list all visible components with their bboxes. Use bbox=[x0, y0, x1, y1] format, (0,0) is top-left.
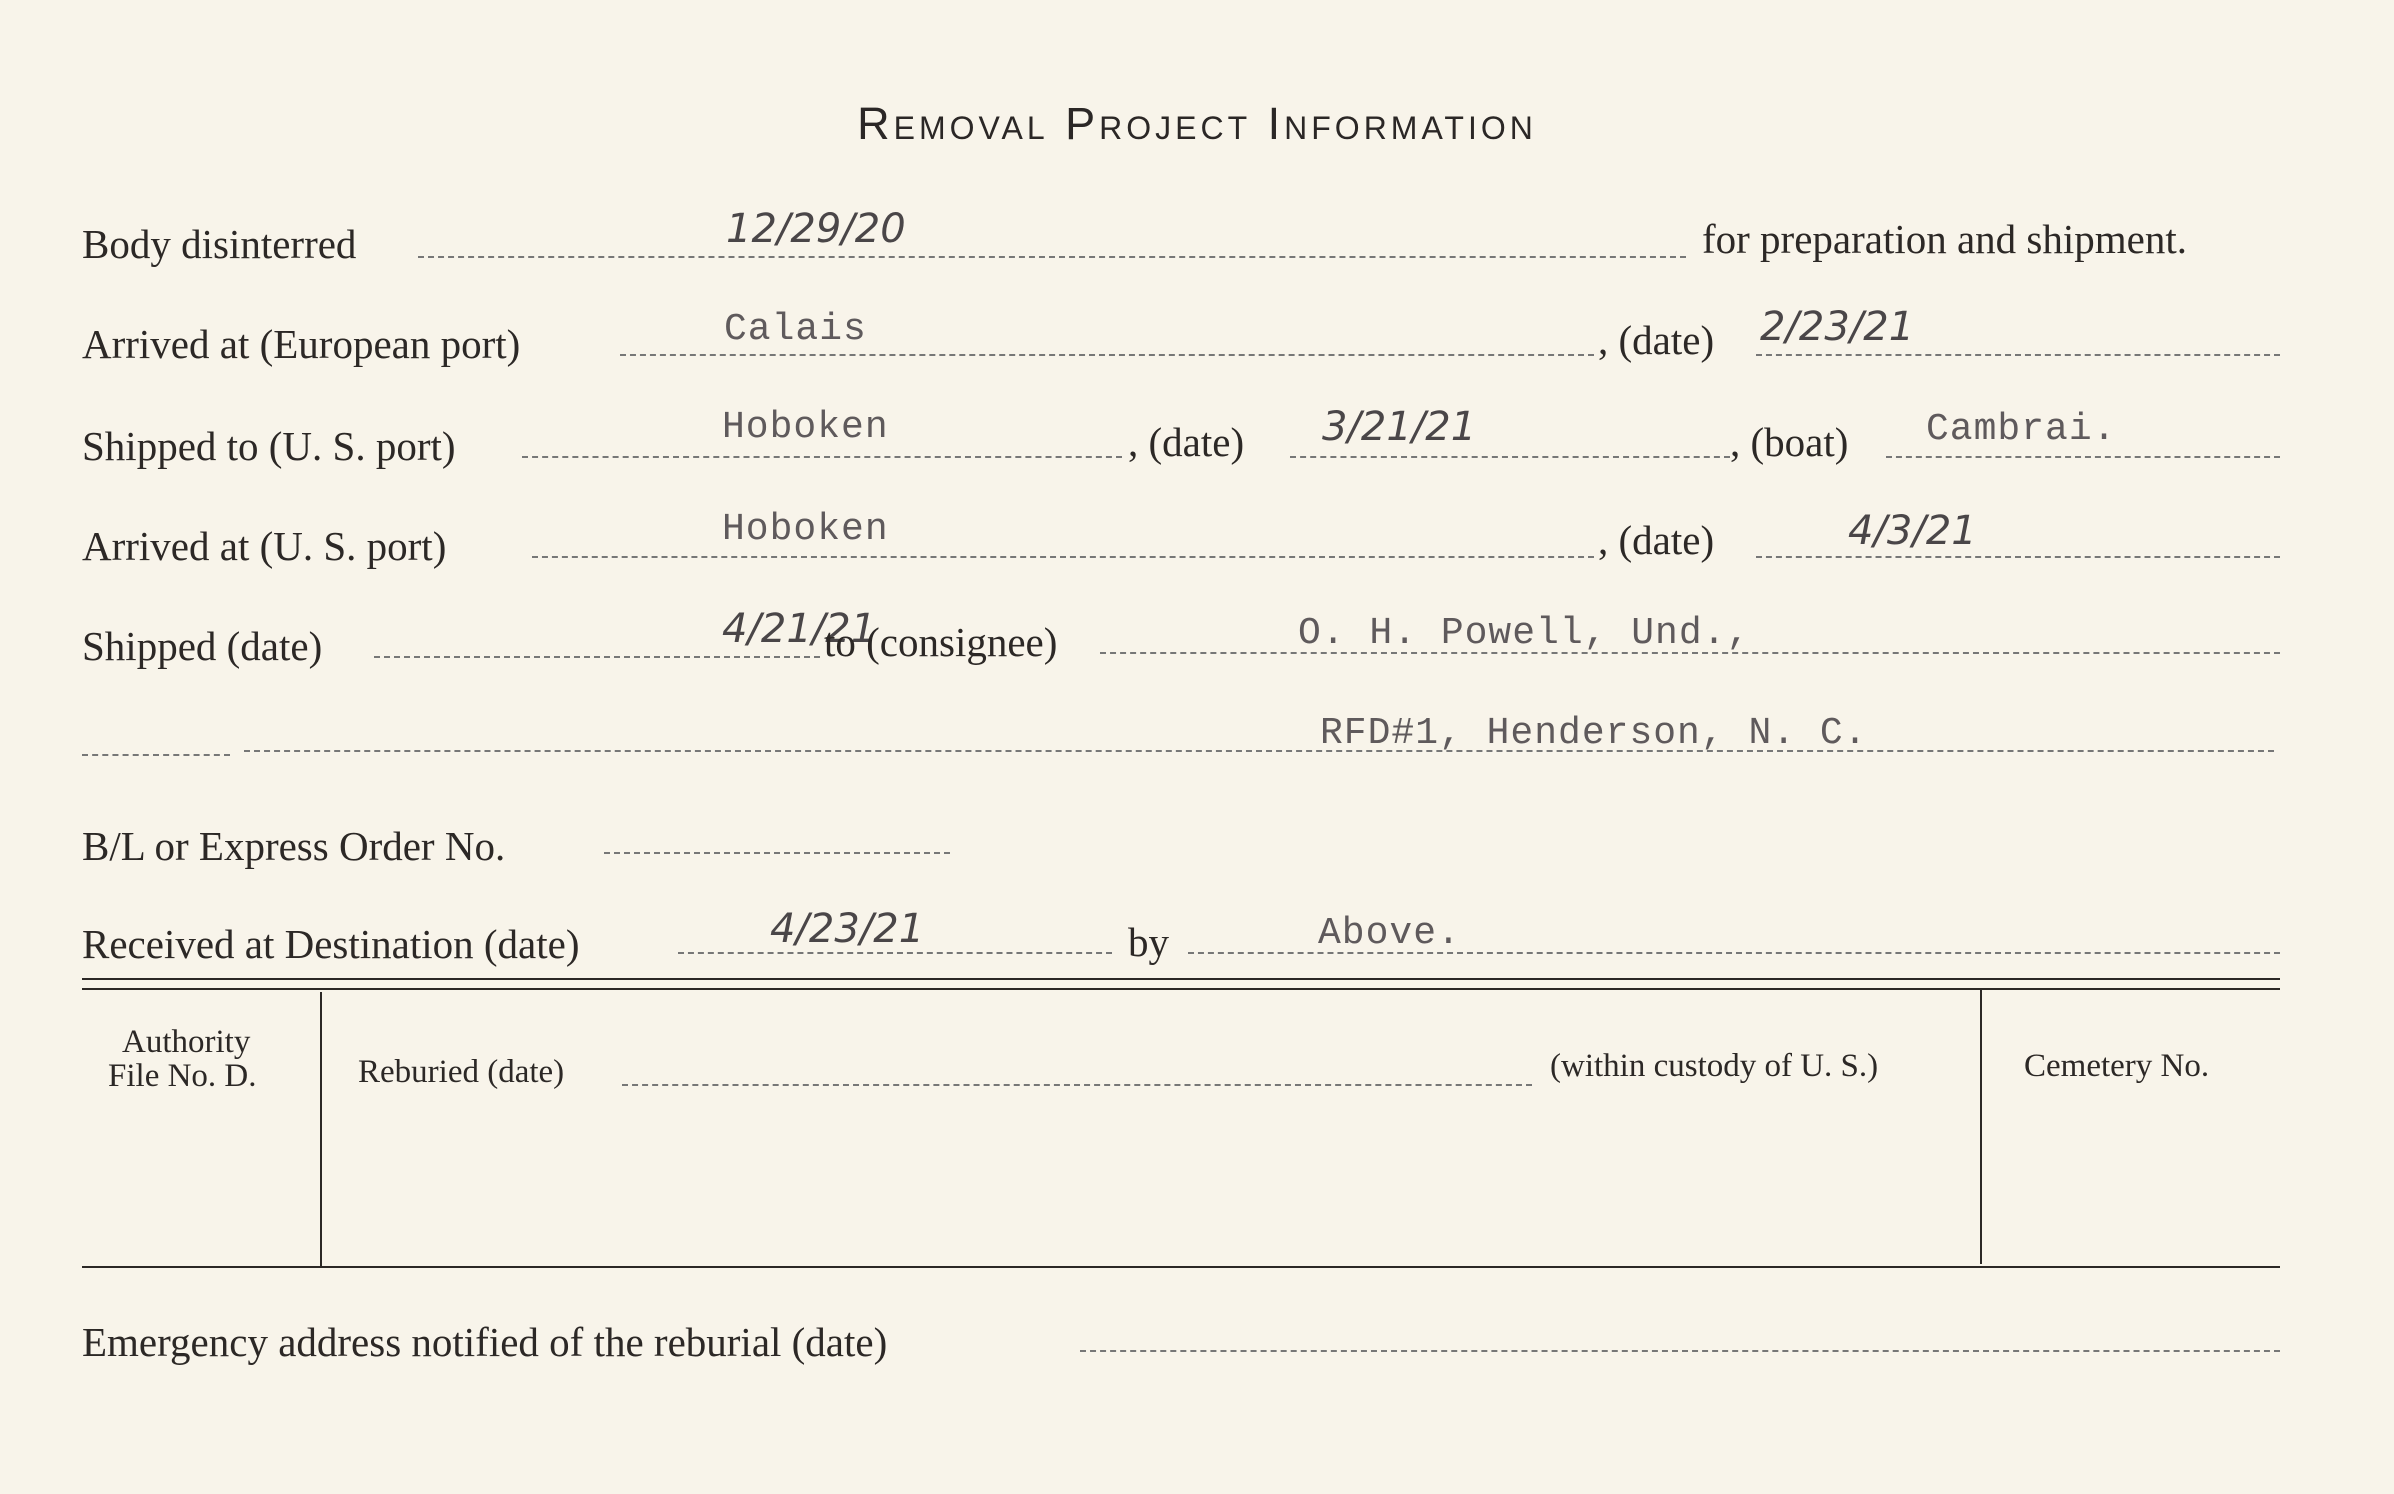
authority-divider bbox=[320, 992, 322, 1268]
shipped-value: 4/21/21 bbox=[722, 606, 877, 652]
card-title: Removal Project Information bbox=[857, 98, 1537, 149]
bl-line bbox=[604, 852, 950, 854]
box-top-rule-inner bbox=[82, 988, 2280, 990]
arrived-us-value: Hoboken bbox=[722, 508, 889, 551]
european-port-line bbox=[620, 354, 1594, 356]
arrived-us-line bbox=[532, 556, 1594, 558]
received-by-label: by bbox=[1128, 919, 1169, 965]
box-bottom-rule bbox=[82, 1266, 2280, 1268]
disinterred-value: 12/29/20 bbox=[726, 206, 906, 252]
shipped-us-date-line bbox=[1290, 456, 1730, 458]
european-date-line bbox=[1756, 354, 2280, 356]
cemetery-label: Cemetery No. bbox=[2024, 1048, 2210, 1084]
address-line bbox=[244, 750, 2274, 752]
address-line-left bbox=[82, 754, 230, 756]
received-value: 4/23/21 bbox=[770, 906, 925, 952]
shipped-us-label: Shipped to (U. S. port) bbox=[82, 423, 456, 469]
reburied-label: Reburied (date) bbox=[358, 1054, 565, 1090]
arrived-us-date-line bbox=[1756, 556, 2280, 558]
european-port-value: Calais bbox=[724, 308, 867, 351]
european-date-label: , (date) bbox=[1598, 317, 1715, 363]
shipped-label: Shipped (date) bbox=[82, 623, 323, 669]
emergency-line bbox=[1080, 1350, 2280, 1352]
received-line bbox=[678, 952, 1112, 954]
shipped-line bbox=[374, 656, 820, 658]
box-top-rule bbox=[82, 978, 2280, 980]
shipped-us-date-label: , (date) bbox=[1128, 419, 1245, 465]
authority-label-line2: File No. D. bbox=[108, 1058, 257, 1094]
shipped-us-line bbox=[522, 456, 1122, 458]
custody-label: (within custody of U. S.) bbox=[1550, 1048, 1879, 1084]
shipped-us-date-value: 3/21/21 bbox=[1322, 404, 1477, 450]
shipped-us-value: Hoboken bbox=[722, 406, 889, 449]
received-label: Received at Destination (date) bbox=[82, 921, 580, 967]
disinterred-label: Body disinterred bbox=[82, 221, 357, 267]
reburied-line bbox=[622, 1084, 1532, 1086]
consignee-value: O. H. Powell, Und., bbox=[1298, 612, 1751, 655]
address-value: RFD#1, Henderson, N. C. bbox=[1320, 712, 1868, 755]
authority-label-line1: Authority bbox=[122, 1024, 251, 1060]
consignee-label: to (consignee) bbox=[824, 619, 1058, 665]
arrived-us-date-value: 4/3/21 bbox=[1848, 508, 1977, 554]
arrived-us-date-label: , (date) bbox=[1598, 517, 1715, 563]
cemetery-divider bbox=[1980, 988, 1982, 1264]
boat-label: , (boat) bbox=[1730, 419, 1849, 465]
disinterred-line bbox=[418, 256, 1686, 258]
received-by-value: Above. bbox=[1318, 912, 1461, 955]
bl-label: B/L or Express Order No. bbox=[82, 823, 506, 869]
disinterred-suffix: for preparation and shipment. bbox=[1702, 216, 2188, 262]
european-date-value: 2/23/21 bbox=[1760, 304, 1915, 350]
boat-line bbox=[1886, 456, 2280, 458]
european-port-label: Arrived at (European port) bbox=[82, 321, 521, 367]
emergency-label: Emergency address notified of the reburial (date) bbox=[82, 1319, 888, 1365]
arrived-us-label: Arrived at (U. S. port) bbox=[82, 523, 447, 569]
boat-value: Cambrai. bbox=[1926, 408, 2117, 451]
